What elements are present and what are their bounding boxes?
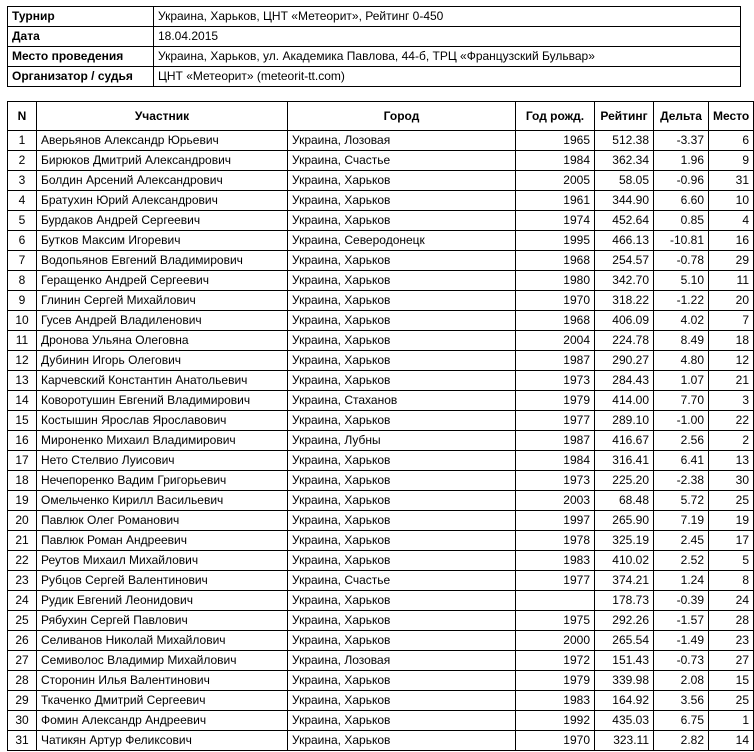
participant-city: Украина, Харьков	[288, 351, 516, 371]
place-value: 30	[709, 471, 754, 491]
header-birth-year: Год рожд.	[516, 102, 595, 131]
place-value: 15	[709, 671, 754, 691]
table-row	[8, 171, 754, 191]
table-row	[8, 291, 754, 311]
table-row	[8, 271, 754, 291]
rating-value: 58.05	[595, 171, 654, 191]
header-rating: Рейтинг	[595, 102, 654, 131]
place-value: 8	[709, 571, 754, 591]
date-value: 18.04.2015	[154, 27, 741, 47]
participant-city: Украина, Лозовая	[288, 131, 516, 151]
delta-value: 6.41	[654, 451, 709, 471]
row-number: 7	[8, 251, 37, 271]
participant-name: Бурдаков Андрей Сергеевич	[37, 211, 288, 231]
participant-city: Украина, Лозовая	[288, 651, 516, 671]
participant-name: Глинин Сергей Михайлович	[37, 291, 288, 311]
participant-name: Рудик Евгений Леонидович	[37, 591, 288, 611]
participant-name: Бутков Максим Игоревич	[37, 231, 288, 251]
row-number: 23	[8, 571, 37, 591]
place-value: 6	[709, 131, 754, 151]
participant-name: Гусев Андрей Владиленович	[37, 311, 288, 331]
row-number: 1	[8, 131, 37, 151]
participant-name: Ткаченко Дмитрий Сергеевич	[37, 691, 288, 711]
tournament-value: Украина, Харьков, ЦНТ «Метеорит», Рейтинг 0-450	[154, 7, 741, 27]
delta-value: -2.38	[654, 471, 709, 491]
participant-name: Водопьянов Евгений Владимирович	[37, 251, 288, 271]
row-number: 5	[8, 211, 37, 231]
rating-value: 289.10	[595, 411, 654, 431]
birth-year: 1992	[516, 711, 595, 731]
row-number: 12	[8, 351, 37, 371]
place-value: 19	[709, 511, 754, 531]
birth-year: 1978	[516, 531, 595, 551]
table-row	[8, 131, 754, 151]
place-value: 25	[709, 491, 754, 511]
row-number: 24	[8, 591, 37, 611]
header-number: N	[8, 102, 37, 131]
rating-value: 342.70	[595, 271, 654, 291]
delta-value: 2.56	[654, 431, 709, 451]
place-value: 4	[709, 211, 754, 231]
participant-city: Украина, Харьков	[288, 271, 516, 291]
participant-city: Украина, Лубны	[288, 431, 516, 451]
birth-year: 1968	[516, 311, 595, 331]
participant-name: Павлюк Роман Андреевич	[37, 531, 288, 551]
place-value: 24	[709, 591, 754, 611]
birth-year: 1995	[516, 231, 595, 251]
participant-city: Украина, Харьков	[288, 731, 516, 751]
participant-name: Коворотушин Евгений Владимирович	[37, 391, 288, 411]
row-number: 22	[8, 551, 37, 571]
delta-value: 0.85	[654, 211, 709, 231]
delta-value: -1.57	[654, 611, 709, 631]
rating-value: 318.22	[595, 291, 654, 311]
rating-value: 254.57	[595, 251, 654, 271]
participant-name: Карчевский Константин Анатольевич	[37, 371, 288, 391]
rating-value: 414.00	[595, 391, 654, 411]
participant-name: Болдин Арсений Александрович	[37, 171, 288, 191]
place-value: 21	[709, 371, 754, 391]
birth-year: 1968	[516, 251, 595, 271]
header-delta: Дельта	[654, 102, 709, 131]
participant-name: Реутов Михаил Михайлович	[37, 551, 288, 571]
participant-city: Украина, Стаханов	[288, 391, 516, 411]
results-header-row	[8, 102, 754, 131]
row-number: 15	[8, 411, 37, 431]
header-place: Место	[709, 102, 754, 131]
rating-value: 344.90	[595, 191, 654, 211]
participant-name: Омельченко Кирилл Васильевич	[37, 491, 288, 511]
birth-year: 1972	[516, 651, 595, 671]
delta-value: 7.19	[654, 511, 709, 531]
delta-value: -0.78	[654, 251, 709, 271]
row-number: 20	[8, 511, 37, 531]
birth-year: 1987	[516, 431, 595, 451]
participant-city: Украина, Харьков	[288, 631, 516, 651]
delta-value: -0.96	[654, 171, 709, 191]
participant-city: Украина, Харьков	[288, 591, 516, 611]
birth-year: 1970	[516, 291, 595, 311]
participant-name: Чатикян Артур Феликсович	[37, 731, 288, 751]
place-value: 5	[709, 551, 754, 571]
participant-city: Украина, Харьков	[288, 331, 516, 351]
birth-year: 1973	[516, 471, 595, 491]
participant-city: Украина, Харьков	[288, 451, 516, 471]
birth-year: 1984	[516, 451, 595, 471]
birth-year: 1984	[516, 151, 595, 171]
place-value: 3	[709, 391, 754, 411]
rating-value: 406.09	[595, 311, 654, 331]
birth-year: 1979	[516, 671, 595, 691]
delta-value: 5.72	[654, 491, 709, 511]
venue-value: Украина, Харьков, ул. Академика Павлова, 44-б, ТРЦ «Французский Бульвар»	[154, 47, 741, 67]
participant-name: Бирюков Дмитрий Александрович	[37, 151, 288, 171]
place-value: 28	[709, 611, 754, 631]
participant-city: Украина, Харьков	[288, 511, 516, 531]
birth-year: 1997	[516, 511, 595, 531]
tournament-info-table	[7, 6, 741, 87]
delta-value: 8.49	[654, 331, 709, 351]
rating-value: 435.03	[595, 711, 654, 731]
participant-name: Братухин Юрий Александрович	[37, 191, 288, 211]
row-number: 16	[8, 431, 37, 451]
place-value: 16	[709, 231, 754, 251]
place-value: 17	[709, 531, 754, 551]
participant-city: Украина, Харьков	[288, 371, 516, 391]
place-value: 11	[709, 271, 754, 291]
table-row	[8, 491, 754, 511]
header-participant: Участник	[37, 102, 288, 131]
info-row-organizer	[8, 67, 741, 87]
participant-city: Украина, Харьков	[288, 491, 516, 511]
delta-value: 3.56	[654, 691, 709, 711]
table-row	[8, 611, 754, 631]
table-row	[8, 671, 754, 691]
rating-value: 265.90	[595, 511, 654, 531]
delta-value: -1.22	[654, 291, 709, 311]
row-number: 4	[8, 191, 37, 211]
row-number: 2	[8, 151, 37, 171]
delta-value: 5.10	[654, 271, 709, 291]
rating-value: 410.02	[595, 551, 654, 571]
place-value: 25	[709, 691, 754, 711]
place-value: 23	[709, 631, 754, 651]
participant-name: Рубцов Сергей Валентинович	[37, 571, 288, 591]
delta-value: 4.02	[654, 311, 709, 331]
delta-value: 2.45	[654, 531, 709, 551]
rating-value: 512.38	[595, 131, 654, 151]
table-row	[8, 191, 754, 211]
birth-year: 1974	[516, 211, 595, 231]
birth-year: 1977	[516, 571, 595, 591]
table-row	[8, 731, 754, 751]
participant-city: Украина, Харьков	[288, 251, 516, 271]
rating-value: 325.19	[595, 531, 654, 551]
row-number: 9	[8, 291, 37, 311]
delta-value: 4.80	[654, 351, 709, 371]
participant-city: Украина, Харьков	[288, 311, 516, 331]
participant-city: Украина, Харьков	[288, 471, 516, 491]
rating-value: 68.48	[595, 491, 654, 511]
table-row	[8, 651, 754, 671]
rating-value: 466.13	[595, 231, 654, 251]
delta-value: 6.60	[654, 191, 709, 211]
birth-year: 1987	[516, 351, 595, 371]
delta-value: 6.75	[654, 711, 709, 731]
place-value: 13	[709, 451, 754, 471]
row-number: 25	[8, 611, 37, 631]
rating-value: 452.64	[595, 211, 654, 231]
row-number: 21	[8, 531, 37, 551]
info-row-venue	[8, 47, 741, 67]
birth-year: 1970	[516, 731, 595, 751]
participant-name: Дубинин Игорь Олегович	[37, 351, 288, 371]
rating-value: 151.43	[595, 651, 654, 671]
birth-year: 2004	[516, 331, 595, 351]
row-number: 30	[8, 711, 37, 731]
table-row	[8, 711, 754, 731]
table-row	[8, 571, 754, 591]
rating-value: 416.67	[595, 431, 654, 451]
row-number: 3	[8, 171, 37, 191]
rating-value: 224.78	[595, 331, 654, 351]
birth-year: 2005	[516, 171, 595, 191]
tournament-label: Турнир	[8, 7, 154, 27]
row-number: 19	[8, 491, 37, 511]
delta-value: 2.52	[654, 551, 709, 571]
rating-value: 316.41	[595, 451, 654, 471]
birth-year: 1983	[516, 691, 595, 711]
participant-city: Украина, Северодонецк	[288, 231, 516, 251]
place-value: 7	[709, 311, 754, 331]
table-row	[8, 591, 754, 611]
table-row	[8, 531, 754, 551]
delta-value: 1.24	[654, 571, 709, 591]
place-value: 29	[709, 251, 754, 271]
header-city: Город	[288, 102, 516, 131]
participant-name: Рябухин Сергей Павлович	[37, 611, 288, 631]
birth-year: 2000	[516, 631, 595, 651]
place-value: 20	[709, 291, 754, 311]
table-row	[8, 151, 754, 171]
participant-city: Украина, Харьков	[288, 411, 516, 431]
table-row	[8, 511, 754, 531]
place-value: 9	[709, 151, 754, 171]
participant-city: Украина, Счастье	[288, 571, 516, 591]
row-number: 28	[8, 671, 37, 691]
delta-value: -3.37	[654, 131, 709, 151]
table-row	[8, 231, 754, 251]
delta-value: 2.82	[654, 731, 709, 751]
delta-value: -10.81	[654, 231, 709, 251]
date-label: Дата	[8, 27, 154, 47]
row-number: 31	[8, 731, 37, 751]
place-value: 14	[709, 731, 754, 751]
venue-label: Место проведения	[8, 47, 154, 67]
info-row-date	[8, 27, 741, 47]
delta-value: -1.49	[654, 631, 709, 651]
row-number: 29	[8, 691, 37, 711]
participant-city: Украина, Харьков	[288, 711, 516, 731]
row-number: 10	[8, 311, 37, 331]
info-row-tournament	[8, 7, 741, 27]
participant-city: Украина, Харьков	[288, 291, 516, 311]
place-value: 31	[709, 171, 754, 191]
row-number: 14	[8, 391, 37, 411]
place-value: 2	[709, 431, 754, 451]
rating-value: 225.20	[595, 471, 654, 491]
table-row	[8, 411, 754, 431]
rating-value: 290.27	[595, 351, 654, 371]
participant-name: Семиволос Владимир Михайлович	[37, 651, 288, 671]
rating-value: 374.21	[595, 571, 654, 591]
participant-name: Аверьянов Александр Юрьевич	[37, 131, 288, 151]
rating-value: 284.43	[595, 371, 654, 391]
birth-year: 1979	[516, 391, 595, 411]
place-value: 27	[709, 651, 754, 671]
table-row	[8, 691, 754, 711]
delta-value: -0.73	[654, 651, 709, 671]
birth-year: 1975	[516, 611, 595, 631]
organizer-label: Организатор / судья	[8, 67, 154, 87]
table-row	[8, 471, 754, 491]
table-row	[8, 551, 754, 571]
row-number: 18	[8, 471, 37, 491]
participant-name: Фомин Александр Андреевич	[37, 711, 288, 731]
place-value: 1	[709, 711, 754, 731]
rating-value: 265.54	[595, 631, 654, 651]
participant-city: Украина, Харьков	[288, 191, 516, 211]
rating-value: 178.73	[595, 591, 654, 611]
participant-name: Нето Стелвио Луисович	[37, 451, 288, 471]
row-number: 17	[8, 451, 37, 471]
participant-name: Павлюк Олег Романович	[37, 511, 288, 531]
place-value: 22	[709, 411, 754, 431]
delta-value: 1.96	[654, 151, 709, 171]
rating-value: 362.34	[595, 151, 654, 171]
participant-city: Украина, Харьков	[288, 211, 516, 231]
participant-name: Костышин Ярослав Ярославович	[37, 411, 288, 431]
table-row	[8, 211, 754, 231]
table-row	[8, 631, 754, 651]
participant-name: Геращенко Андрей Сергеевич	[37, 271, 288, 291]
rating-value: 292.26	[595, 611, 654, 631]
row-number: 13	[8, 371, 37, 391]
delta-value: 1.07	[654, 371, 709, 391]
participant-city: Украина, Харьков	[288, 171, 516, 191]
participant-city: Украина, Харьков	[288, 551, 516, 571]
participant-name: Дронова Ульяна Олеговна	[37, 331, 288, 351]
participant-city: Украина, Харьков	[288, 611, 516, 631]
birth-year: 2003	[516, 491, 595, 511]
participant-name: Сторонин Илья Валентинович	[37, 671, 288, 691]
participant-city: Украина, Харьков	[288, 691, 516, 711]
table-row	[8, 331, 754, 351]
table-row	[8, 451, 754, 471]
birth-year: 1980	[516, 271, 595, 291]
rating-value: 164.92	[595, 691, 654, 711]
row-number: 27	[8, 651, 37, 671]
birth-year: 1973	[516, 371, 595, 391]
row-number: 11	[8, 331, 37, 351]
organizer-value: ЦНТ «Метеорит» (meteorit-tt.com)	[154, 67, 741, 87]
place-value: 12	[709, 351, 754, 371]
row-number: 6	[8, 231, 37, 251]
place-value: 18	[709, 331, 754, 351]
rating-value: 323.11	[595, 731, 654, 751]
table-row	[8, 431, 754, 451]
participant-name: Селиванов Николай Михайлович	[37, 631, 288, 651]
birth-year: 1965	[516, 131, 595, 151]
table-row	[8, 251, 754, 271]
participant-city: Украина, Харьков	[288, 531, 516, 551]
table-row	[8, 311, 754, 331]
birth-year: 1961	[516, 191, 595, 211]
participant-name: Нечепоренко Вадим Григорьевич	[37, 471, 288, 491]
table-row	[8, 371, 754, 391]
delta-value: -1.00	[654, 411, 709, 431]
birth-year	[516, 591, 595, 611]
table-row	[8, 351, 754, 371]
results-table	[7, 101, 754, 751]
birth-year: 1977	[516, 411, 595, 431]
delta-value: -0.39	[654, 591, 709, 611]
rating-value: 339.98	[595, 671, 654, 691]
row-number: 8	[8, 271, 37, 291]
delta-value: 2.08	[654, 671, 709, 691]
row-number: 26	[8, 631, 37, 651]
participant-name: Мироненко Михаил Владимирович	[37, 431, 288, 451]
place-value: 10	[709, 191, 754, 211]
participant-city: Украина, Счастье	[288, 151, 516, 171]
participant-city: Украина, Харьков	[288, 671, 516, 691]
birth-year: 1983	[516, 551, 595, 571]
table-row	[8, 391, 754, 411]
delta-value: 7.70	[654, 391, 709, 411]
